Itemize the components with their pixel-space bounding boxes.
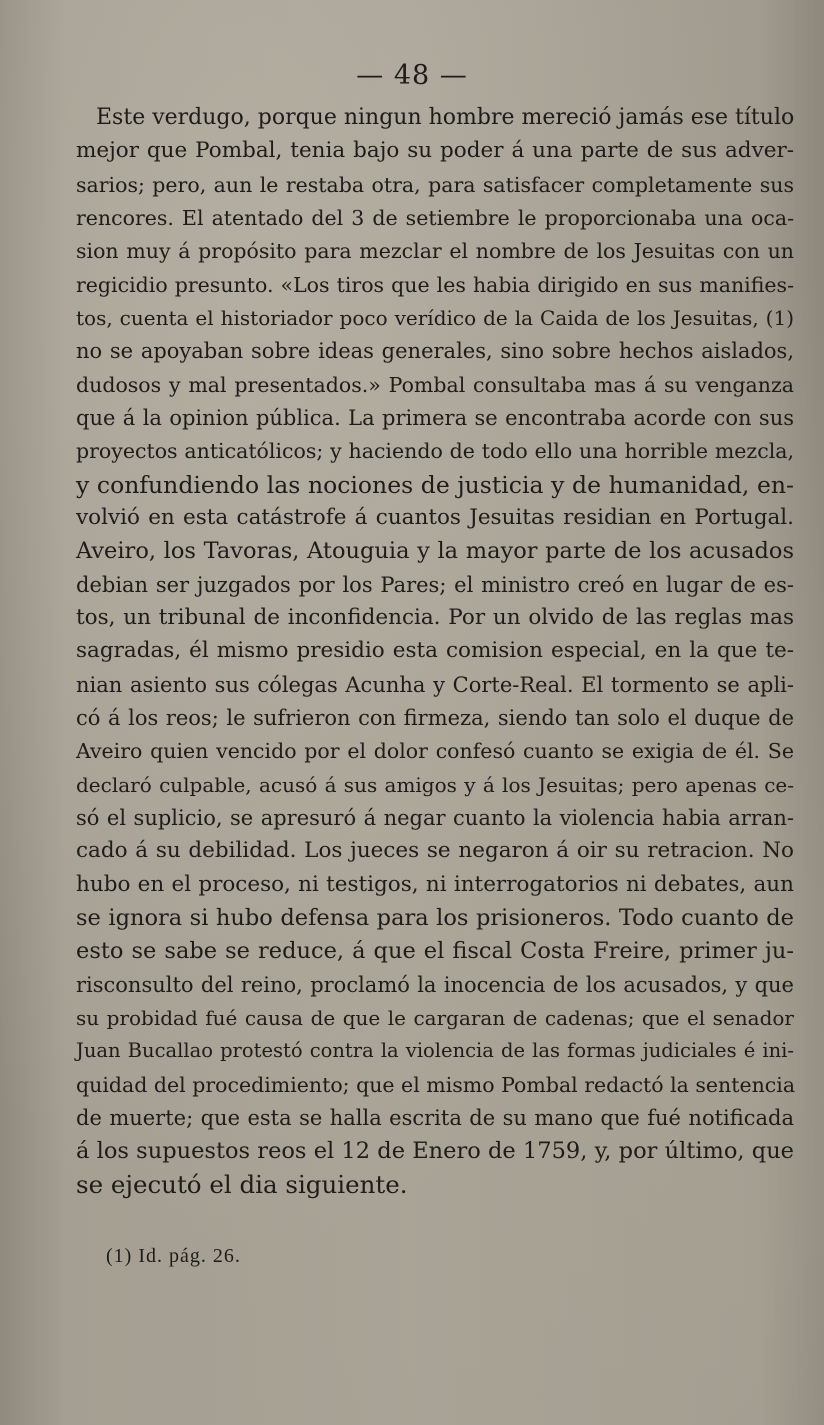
text-line: dudosos y mal presentados.» Pombal consultaba mas á su venganza [76, 373, 794, 397]
text-line: sarios; pero, aun le restaba otra, para satisfacer completamente sus [76, 173, 794, 197]
text-line: de muerte; que esta se halla escrita de su mano que fué notificada [76, 1106, 794, 1130]
text-line: Aveiro quien vencido por el dolor confesó cuanto se exigia de él. Se [76, 739, 794, 763]
text-line: tos, un tribunal de inconfidencia. Por un olvido de las reglas mas [76, 605, 794, 630]
text-line: á los supuestos reos el 12 de Enero de 1759, y, por último, que [76, 1138, 794, 1164]
text-line: debian ser juzgados por los Pares; el ministro creó en lugar de es- [76, 573, 794, 597]
text-line: Juan Bucallao protestó contra la violencia de las formas judiciales é ini- [76, 1039, 794, 1062]
text-line: nian asiento sus cólegas Acunha y Corte-Real. El tormento se apli- [76, 673, 794, 697]
text-line: sion muy á propósito para mezclar el nombre de los Jesuitas con un [76, 239, 794, 263]
text-line: que á la opinion pública. La primera se encontraba acorde con sus [76, 406, 794, 430]
text-line: y confundiendo las nociones de justicia y de humanidad, en- [76, 471, 794, 499]
text-line: Este verdugo, porque ningun hombre mereció jamás ese título [96, 105, 795, 130]
text-line: risconsulto del reino, proclamó la inocencia de los acusados, y que [76, 973, 794, 997]
footnote: (1) Id. pág. 26. [106, 1245, 241, 1267]
text-line: volvió en esta catástrofe á cuantos Jesuitas residian en Portugal. [76, 505, 794, 530]
text-line: Aveiro, los Tavoras, Atouguia y la mayor parte de los acusados [76, 538, 794, 564]
text-line: cado á su debilidad. Los jueces se negaron á oir su retracion. No [76, 838, 794, 863]
text-line: declaró culpable, acusó á sus amigos y á los Jesuitas; pero apenas ce- [76, 773, 794, 797]
text-line: tos, cuenta el historiador poco verídico de la Caida de los Jesuitas, (1) [76, 306, 794, 330]
text-line: sagradas, él mismo presidio esta comision especial, en la que te- [76, 638, 794, 663]
text-line: quidad del procedimiento; que el mismo Pombal redactó la sentencia [76, 1073, 796, 1097]
text-line: su probidad fué causa de que le cargaran de cadenas; que el senador [76, 1006, 794, 1030]
text-line: esto se sabe se reduce, á que el fiscal Costa Freire, primer ju- [76, 938, 794, 964]
text-line: se ejecutó el dia siguiente. [76, 1170, 408, 1199]
text-line: no se apoyaban sobre ideas generales, sino sobre hechos aislados, [76, 339, 794, 363]
text-line: mejor que Pombal, tenia bajo su poder á una parte de sus adver- [76, 138, 794, 163]
text-line: hubo en el proceso, ni testigos, ni interrogatorios ni debates, aun [76, 872, 794, 897]
text-line: rencores. El atentado del 3 de setiembre le proporcionaba una oca- [76, 206, 794, 230]
text-line: có á los reos; le sufrieron con firmeza, siendo tan solo el duque de [76, 706, 794, 730]
text-line: regicidio presunto. «Los tiros que les habia dirigido en sus manifies- [76, 273, 794, 297]
text-line: proyectos anticatólicos; y haciendo de todo ello una horrible mezcla, [76, 439, 794, 463]
text-line: se ignora si hubo defensa para los prisioneros. Todo cuanto de [76, 905, 794, 931]
page-number: — 48 — [356, 60, 468, 91]
text-line: só el suplicio, se apresuró á negar cuanto la violencia habia arran- [76, 806, 794, 830]
